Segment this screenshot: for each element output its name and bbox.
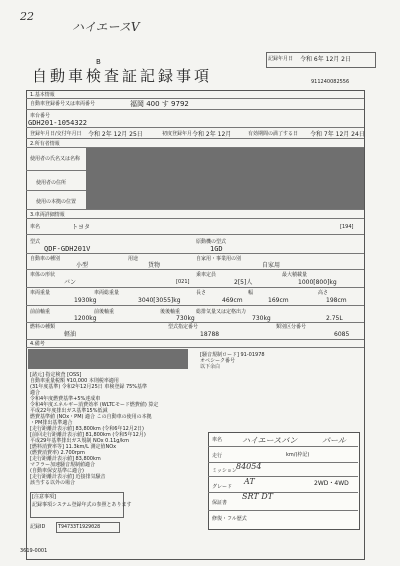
note-line: 自動車重量税額 ¥10,000 本則税率適用 <box>30 378 119 384</box>
fuel-value: 軽油 <box>64 331 77 338</box>
note-line: ・PM排出基準適合 <box>30 420 73 426</box>
expiry-value: 令和 7年 12月 24日 <box>310 131 365 138</box>
type-label: 自動車の種別 <box>30 256 61 262</box>
type-designation-label: 型式指定番号 <box>168 324 199 330</box>
height-value: 198cm <box>326 297 347 304</box>
vin-value: GDH201-1054322 <box>28 119 88 127</box>
model-value: QDF-GDH201V <box>44 245 91 253</box>
category-label: 類別区分番号 <box>276 324 307 330</box>
sticker-repair-label: 修復・フル歴式 <box>212 516 247 522</box>
purpose-label: 自家用・事業用の別 <box>196 256 242 262</box>
note-line: 令和4年度燃費基準+5%達成車 <box>30 396 101 402</box>
section-2-title: 2.所有者情報 <box>30 141 60 147</box>
note-line: (31年度基準) 令和2年12月25日 車検登録 75%基準 <box>30 384 148 390</box>
section-4-title: 4.備考 <box>30 341 45 347</box>
gross-weight-label: 車両総重量 <box>94 290 120 296</box>
length-label: 長さ <box>196 290 207 296</box>
first-reg-label: 登録年月日/交付年月日 <box>30 131 82 137</box>
sticker-drive-value: 2WD・4WD <box>314 480 349 487</box>
note-line: 燃費基準値 (NOx・PM) 適合 この自動車の使用の本拠 <box>30 414 152 420</box>
sticker-mileage-value: 84054 <box>236 462 262 471</box>
info-text: 記録事項システム登録年式の参照とあります <box>32 502 132 508</box>
sticker-name-label: 車名 <box>212 437 223 443</box>
note-line: [燃料消費率等] 11.3km/L 測定值NOx <box>30 444 117 450</box>
expiry-label: 有効期間の満了する日 <box>248 131 299 137</box>
displacement-kw: 2.75L <box>326 315 343 322</box>
notes-redaction <box>28 349 188 369</box>
reg-date-value: 令和 2年 12月 <box>192 131 232 138</box>
front-rear-label: 前後軸重 <box>94 309 115 315</box>
capacity-label: 乗車定員 <box>196 272 217 278</box>
sticker-mileage-label: 走行 <box>212 453 223 459</box>
vin-label: 車台番号 <box>30 113 51 119</box>
reg-date-label: 初度登録年月 <box>162 131 193 137</box>
record-id-value: T94733T1929028 <box>58 524 101 530</box>
engine-label: 原動機の型式 <box>196 239 227 245</box>
section-3-title: 3.車両詳細情報 <box>30 212 65 218</box>
sticker-warranty-label: 保証書 <box>212 500 228 506</box>
note-line: 令和4年度エネルギー消費効率 (WLTCモード燃費値) 算定 <box>30 402 159 408</box>
capacity-value: 2[5]人 <box>234 279 253 286</box>
note-line: 該当する以外の場合 <box>30 480 76 486</box>
note-right-line: 以下余白 <box>200 364 221 370</box>
sticker-grade-label: グレード <box>212 484 233 490</box>
rear-axle-label: 後後軸重 <box>160 309 181 315</box>
section-1-title: 1.基本情報 <box>30 92 55 98</box>
weight-value: 1930kg <box>74 297 97 304</box>
document-serial: 911240082556 <box>311 79 350 85</box>
record-id-label: 記録ID <box>30 524 46 530</box>
note-right-line: [騒音規制ロード] 91-01978 <box>200 352 265 358</box>
info-title: [注意事項] <box>32 494 56 500</box>
max-load-label: 最大積載量 <box>282 272 308 278</box>
reg-number-label: 自動車登録番号又は車両番号 <box>30 101 96 107</box>
note-line: 平成22年度排出ガス基準15%低減 <box>30 408 108 414</box>
sticker-name-value: ハイエースバン <box>242 436 298 445</box>
record-date-value: 令和 6年 12月 2日 <box>300 56 351 63</box>
usage-label: 用途 <box>128 256 139 262</box>
user-address-label: 使用者の住所 <box>36 180 67 186</box>
sticker-transmission-label: ミッション <box>212 468 237 474</box>
sticker-mileage-unit: km/(枠記) <box>286 452 310 458</box>
form-mark: B <box>96 58 101 66</box>
type-designation-value: 18788 <box>200 331 220 338</box>
note-line: [諸元] 指定検査 [OSS] <box>30 372 82 378</box>
note-line: [前回走行距離計表示値] 81,800km (令和5年12月) <box>30 432 146 438</box>
body-shape-value: バン <box>64 279 77 286</box>
handwritten-number: 22 <box>20 10 34 23</box>
base-location-label: 使用の本拠の位置 <box>36 199 77 205</box>
displacement-value: 730kg <box>252 315 271 322</box>
width-value: 169cm <box>268 297 289 304</box>
weight-label: 車両重量 <box>30 290 51 296</box>
height-label: 高さ <box>318 290 329 296</box>
engine-value: 1GD <box>210 245 223 253</box>
reg-number-value: 福岡 400 す 9792 <box>130 100 189 108</box>
note-line: 平成29年基準排出ガス規制 NOx 0.11g/km <box>30 438 129 444</box>
gross-weight-value: 3040[3055]kg <box>138 297 181 304</box>
document-title: 自動車検査証記録事項 <box>32 67 213 85</box>
note-line: [走行距離計表示値] 近接排気騒音 <box>30 474 106 480</box>
model-label: 型式 <box>30 239 41 245</box>
fuel-label: 燃料の種類 <box>30 324 56 330</box>
note-right-line: オペシーク番号 <box>200 358 236 364</box>
first-reg-value: 令和 2年 12月 25日 <box>88 131 143 138</box>
note-line: マフラー加速騒音規制値適合 <box>30 462 96 468</box>
max-load-value: 1000[800]kg <box>298 279 337 286</box>
make-label: 車名 <box>30 224 41 230</box>
sticker-transmission-value: AT <box>244 477 255 486</box>
body-shape-label: 車体の形状 <box>30 272 56 278</box>
rear-axle-value: 730kg <box>176 315 195 322</box>
form-code: 3619-0001 <box>20 548 48 554</box>
handwritten-model: ハイエースV <box>72 20 140 34</box>
front-axle-label: 前前軸重 <box>30 309 51 315</box>
category-value: 6085 <box>334 331 350 338</box>
note-line: [走行距離計表示値] 83,800km <box>30 456 101 462</box>
note-line: [走行距離計表示値] 83,800km (令和6年12月2日) <box>30 426 144 432</box>
body-code: [021] <box>176 279 190 285</box>
displacement-label: 総排気量又は定格出力 <box>196 309 247 315</box>
usage-value: 貨物 <box>148 262 161 269</box>
note-line: (自動車保安基準に適合) <box>30 468 84 474</box>
sticker-color-value: パール <box>322 436 346 445</box>
sticker-grade-value: SRT DT <box>242 492 273 501</box>
make-code: [194] <box>340 224 354 230</box>
owner-redaction <box>86 148 364 209</box>
front-axle-value: 1200kg <box>74 315 97 322</box>
make-value: トヨタ <box>72 224 91 231</box>
width-label: 幅 <box>248 290 254 296</box>
length-value: 469cm <box>222 297 243 304</box>
type-value: 小型 <box>76 262 89 269</box>
user-name-label: 使用者の氏名又は名称 <box>30 156 81 162</box>
purpose-value: 自家用 <box>262 262 281 269</box>
note-line: 適合 <box>30 390 41 396</box>
record-date-label: 記録年月日 <box>268 56 294 62</box>
note-line: (燃費消費率) 2.700rpm <box>30 450 85 456</box>
